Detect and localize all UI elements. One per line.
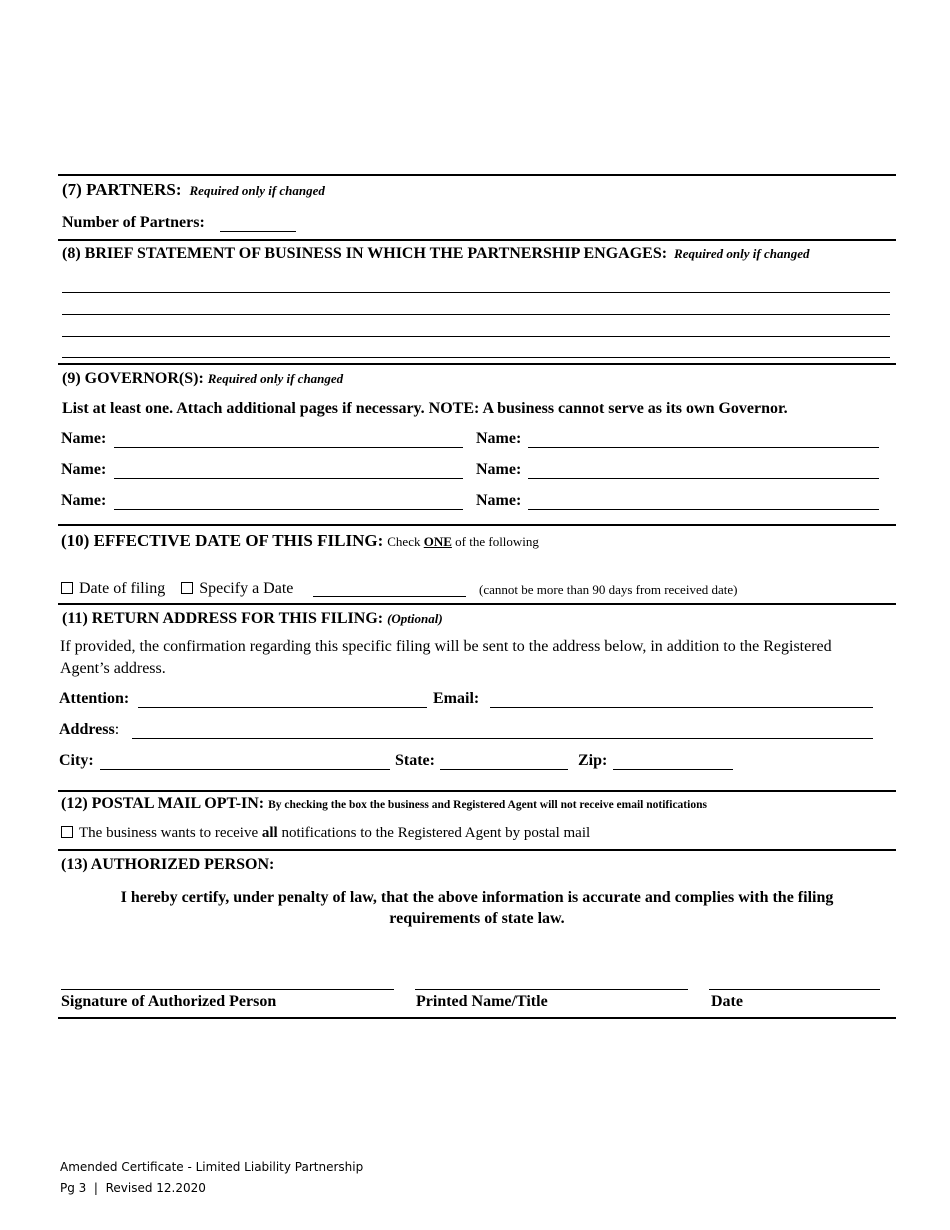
partners-count-label: Number of Partners:: [62, 214, 205, 231]
date-field[interactable]: [709, 989, 880, 990]
section-divider: [58, 524, 896, 526]
certification-line-1: I hereby certify, under penalty of law, that the above information is accurate and complies with the filing: [120, 889, 834, 906]
specify-date-label: Specify a Date: [199, 580, 294, 597]
section-7-note: Required only if changed: [189, 183, 325, 198]
governor-name-field[interactable]: [114, 509, 463, 510]
section-9-note: Required only if changed: [207, 371, 344, 386]
effective-date-options: [61, 580, 293, 598]
footer-page-revision: Pg 3 | Revised 12.2020: [60, 1181, 206, 1195]
section-12-note: By checking the box the business and Registered Agent will not receive email notifications: [268, 799, 707, 811]
governor-name-field[interactable]: [114, 478, 463, 479]
address-colon: :: [114, 721, 120, 738]
governor-name-label: Name:: [476, 430, 522, 447]
section-divider: [58, 790, 896, 792]
date-of-filing-checkbox[interactable]: [61, 582, 73, 594]
state-label: State:: [395, 752, 435, 769]
date-label: Date: [711, 993, 743, 1010]
postal-opt-all: all: [261, 825, 278, 841]
partners-count-field[interactable]: [220, 231, 296, 232]
return-address-desc-2: Agent’s address.: [60, 660, 166, 677]
section-8-title: (8) BRIEF STATEMENT OF BUSINESS IN WHICH THE PARTNERSHIP ENGAGES:: [62, 245, 668, 262]
section-8-note: Required only if changed: [674, 246, 810, 261]
check-one: ONE: [423, 534, 452, 549]
section-7-title: (7) PARTNERS:: [62, 180, 182, 199]
business-statement-line-3[interactable]: [62, 336, 890, 337]
attention-label: Attention:: [59, 690, 130, 707]
business-statement-line-1[interactable]: [62, 292, 890, 293]
date-of-filing-label: Date of filing: [79, 580, 166, 597]
address-label-wrap: [59, 721, 119, 739]
section-divider: [58, 849, 896, 851]
section-divider: [58, 603, 896, 605]
printed-name-label: Printed Name/Title: [416, 993, 548, 1010]
state-field[interactable]: [440, 769, 568, 770]
section-7-heading: [62, 180, 325, 200]
section-11-note: (Optional): [387, 611, 443, 626]
section-divider: [58, 363, 896, 365]
address-field[interactable]: [132, 738, 873, 739]
governor-name-field[interactable]: [528, 478, 879, 479]
section-11-heading: [62, 610, 443, 628]
section-13-title: (13) AUTHORIZED PERSON:: [61, 856, 275, 873]
section-divider: [58, 174, 896, 176]
check-pre: Check: [387, 534, 421, 549]
zip-field[interactable]: [613, 769, 733, 770]
postal-mail-option: [61, 825, 590, 842]
governor-name-field[interactable]: [528, 447, 879, 448]
postal-mail-checkbox[interactable]: [61, 826, 73, 838]
postal-opt-post: notifications to the Registered Agent by postal mail: [281, 825, 591, 841]
section-divider: [58, 239, 896, 241]
attention-field[interactable]: [138, 707, 427, 708]
printed-name-field[interactable]: [415, 989, 688, 990]
section-10-title: (10) EFFECTIVE DATE OF THIS FILING:: [61, 531, 384, 550]
zip-label: Zip:: [578, 752, 608, 769]
city-label: City:: [59, 752, 94, 769]
check-post: of the following: [455, 534, 539, 549]
section-9-title: (9) GOVERNOR(S):: [62, 370, 204, 387]
section-10-heading: [61, 531, 539, 551]
date-limit-note: (cannot be more than 90 days from received date): [479, 582, 738, 597]
governor-name-field[interactable]: [528, 509, 879, 510]
business-statement-line-4[interactable]: [62, 357, 890, 358]
email-label: Email:: [433, 690, 480, 707]
section-8-heading: [62, 245, 809, 263]
business-statement-line-2[interactable]: [62, 314, 890, 315]
signature-label: Signature of Authorized Person: [61, 993, 277, 1010]
specify-date-checkbox[interactable]: [181, 582, 193, 594]
address-label: Address: [59, 721, 115, 738]
postal-opt-pre: The business wants to receive: [79, 825, 259, 841]
email-field[interactable]: [490, 707, 873, 708]
governor-name-label: Name:: [61, 492, 107, 509]
section-divider: [58, 1017, 896, 1019]
footer-document-title: Amended Certificate - Limited Liability Partnership: [60, 1160, 364, 1174]
governor-instruction: List at least one. Attach additional pages if necessary. NOTE: A business cannot serve as its own Governor.: [62, 400, 788, 417]
section-9-heading: [62, 370, 343, 388]
governor-name-field[interactable]: [114, 447, 463, 448]
certification-line-2: requirements of state law.: [389, 910, 565, 927]
governor-name-label: Name:: [476, 492, 522, 509]
section-12-heading: [61, 795, 707, 813]
section-12-title: (12) POSTAL MAIL OPT-IN:: [61, 795, 265, 812]
governor-name-label: Name:: [61, 430, 107, 447]
return-address-desc-1: If provided, the confirmation regarding this specific filing will be sent to the address below, in addition to the Registered: [60, 638, 832, 655]
governor-name-label: Name:: [476, 461, 522, 478]
specify-date-field[interactable]: [313, 596, 466, 597]
signature-field[interactable]: [61, 989, 394, 990]
governor-name-label: Name:: [61, 461, 107, 478]
section-10-check-text: [387, 534, 539, 549]
section-11-title: (11) RETURN ADDRESS FOR THIS FILING:: [62, 610, 384, 627]
city-field[interactable]: [100, 769, 390, 770]
